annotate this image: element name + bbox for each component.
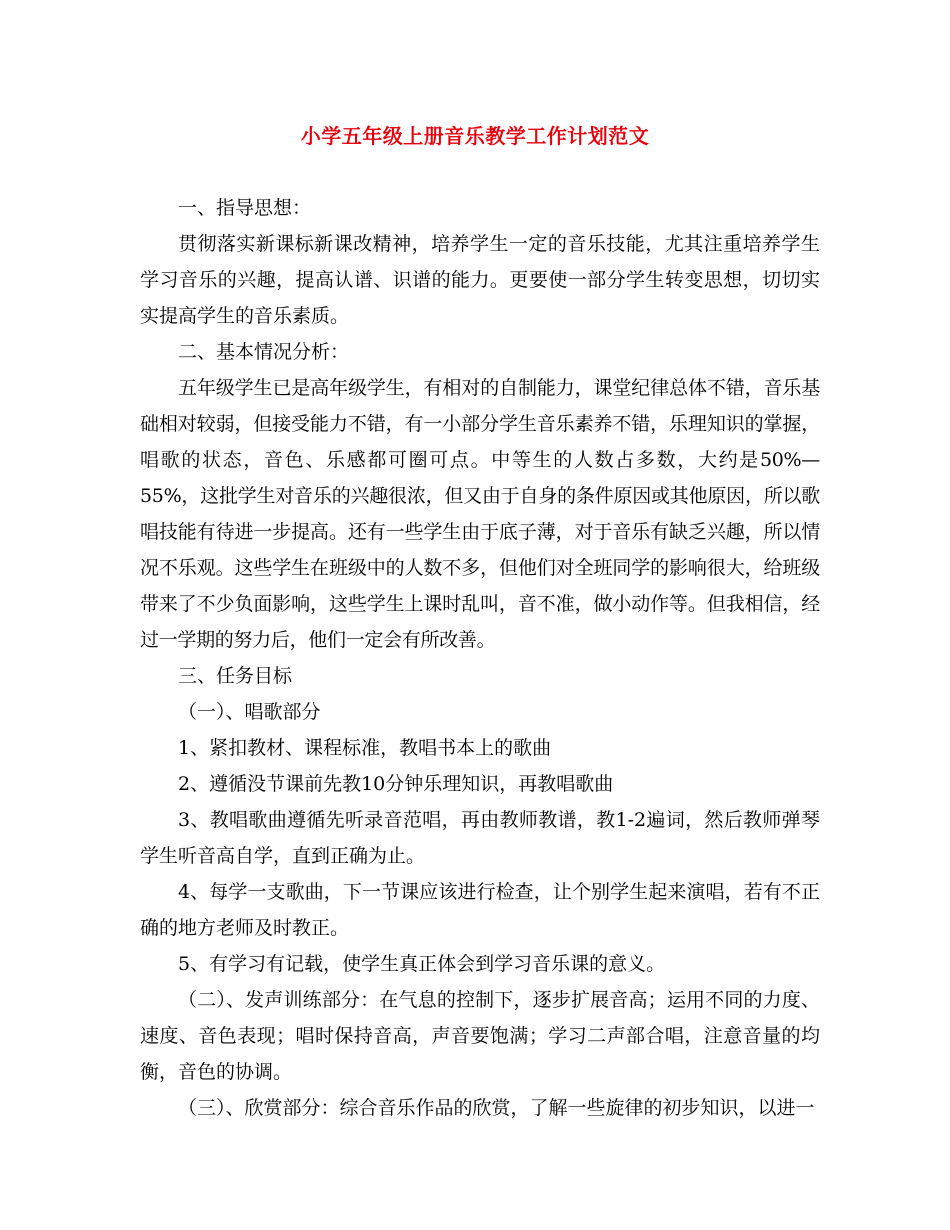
- paragraph-appreciation: （三）、欣赏部分：综合音乐作品的欣赏，了解一些旋律的初步知识，以进一: [178, 1097, 815, 1119]
- document-title: 小学五年级上册音乐教学工作计划范文: [300, 124, 650, 148]
- paragraph-situation-analysis: 五年级学生已是高年级学生，有相对的自制能力，课堂纪律总体不错，音乐基础相对较弱，但接受能力不错，有一小部分学生音乐素养不错，乐理知识的掌握，唱歌的状态，音色、乐感都可圈可点。中等生的人数占多数，大约是50%—55%，这批学生对音乐的兴趣很浓，但又由于自身的条件原因或其他原因，所以歌唱技能有待进一步提高。还有一些学生由于底子薄，对于音乐有缺乏兴趣，所以情况不乐观。这些学生在班级中的人数不多，但他们对全班同学的影响很大，给班级带来了不少负面影响，这些学生上课时乱叫，音不准，做小动作等。但我相信，经过一学期的努力后，他们一定会有所改善。: [140, 377, 820, 651]
- list-item-4: 4、每学一支歌曲，下一节课应该进行检查，让个别学生起来演唱，若有不正确的地方老师及时教正。: [140, 881, 820, 939]
- list-item-5: 5、有学习有记载，使学生真正体会到学习音乐课的意义。: [178, 953, 666, 975]
- subheading-singing: （一）、唱歌部分: [178, 701, 321, 723]
- heading-task-goals: 三、任务目标: [178, 665, 293, 687]
- list-item-1: 1、紧扣教材、课程标准，教唱书本上的歌曲: [178, 737, 552, 759]
- heading-situation-analysis: 二、基本情况分析：: [178, 341, 350, 363]
- document-body: [140, 190, 820, 1126]
- list-item-3: 3、教唱歌曲遵循先听录音范唱，再由教师教谱，教1-2遍词，然后教师弹琴学生听音高自学，直到正确为止。: [140, 809, 820, 867]
- heading-guiding-thought: 一、指导思想：: [178, 197, 312, 219]
- list-item-2: 2、遵循没节课前先教10分钟乐理知识，再教唱歌曲: [178, 773, 614, 795]
- paragraph-vocal-training: （二）、发声训练部分：在气息的控制下，逐步扩展音高；运用不同的力度、速度、音色表现；唱时保持音高，声音要饱满；学习二声部合唱，注意音量的均衡，音色的协调。: [140, 989, 820, 1083]
- paragraph-guiding-thought: 贯彻落实新课标新课改精神，培养学生一定的音乐技能，尤其注重培养学生学习音乐的兴趣，提高认谱、识谱的能力。更要使一部分学生转变思想，切切实实提高学生的音乐素质。: [140, 233, 820, 327]
